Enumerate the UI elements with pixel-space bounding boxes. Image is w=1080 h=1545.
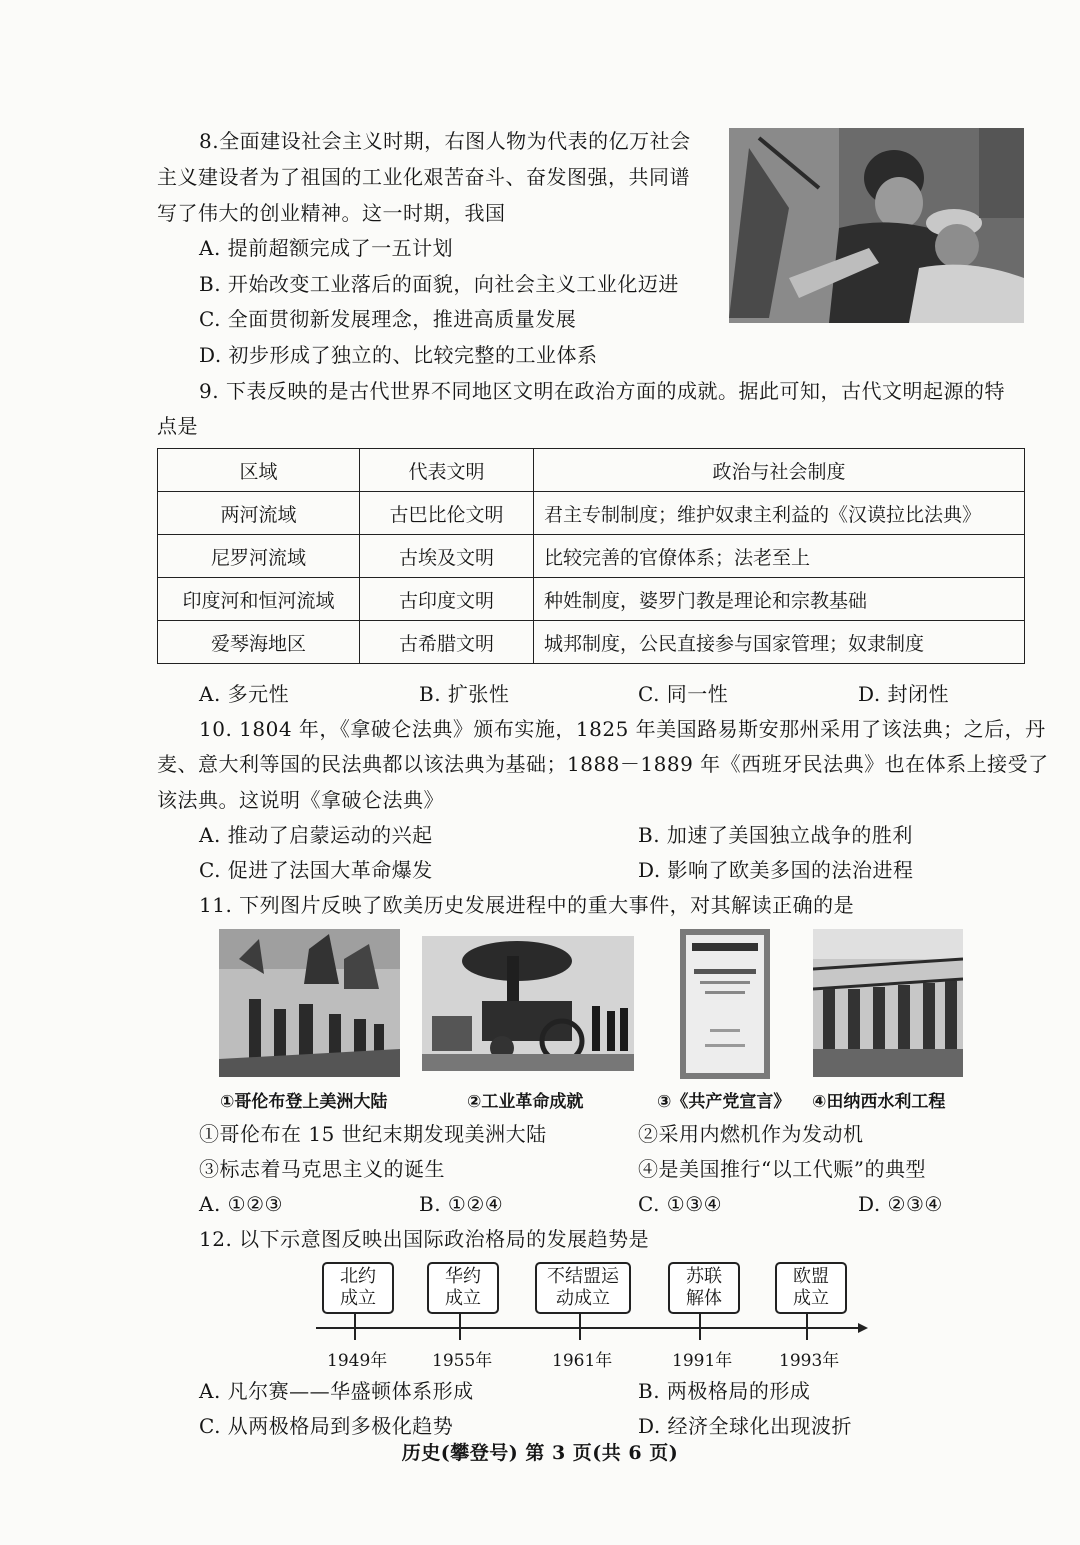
event-label: 华约	[445, 1266, 481, 1287]
timeline-event-eu	[775, 1262, 847, 1314]
q11-option-d: D. ②③④	[858, 1192, 943, 1216]
q10-stem-line2: 麦、意大利等国的民法典都以该法典为基础；1888－1889 年《西班牙民法典》也在体系上接受了	[157, 752, 1049, 776]
cell-system: 种姓制度，婆罗门教是理论和宗教基础	[534, 578, 1025, 621]
q10-stem-line3: 该法典。这说明《拿破仑法典》	[157, 788, 444, 812]
steam-locomotive-photo	[422, 936, 634, 1071]
event-label: 成立	[793, 1288, 829, 1309]
tva-dam-photo	[813, 929, 963, 1077]
timeline-year: 1993年	[779, 1351, 840, 1371]
q12-option-a: A. 凡尔赛——华盛顿体系形成	[199, 1379, 474, 1403]
q8-option-a: A. 提前超额完成了一五计划	[199, 236, 454, 260]
q11-statement-3: ③标志着马克思主义的诞生	[199, 1157, 445, 1181]
q9-option-a: A. 多元性	[199, 682, 290, 706]
q9-option-b: B. 扩张性	[419, 682, 510, 706]
cell-region: 尼罗河流域	[158, 535, 360, 578]
timeline-year: 1961年	[552, 1351, 613, 1371]
timeline-year: 1955年	[432, 1351, 493, 1371]
caption-3: ③《共产党宣言》	[657, 1092, 791, 1112]
header-system: 政治与社会制度	[534, 449, 1025, 492]
cell-region: 两河流域	[158, 492, 360, 535]
communist-manifesto-cover	[680, 929, 770, 1079]
timeline-event-ussr-dissolution	[668, 1262, 740, 1314]
event-label: 动成立	[556, 1288, 610, 1309]
caption-4: ④田纳西水利工程	[812, 1092, 946, 1112]
table-row	[158, 535, 1025, 578]
caption-1: ①哥伦布登上美洲大陆	[220, 1092, 388, 1112]
q10-option-b: B. 加速了美国独立战争的胜利	[638, 823, 913, 847]
q11-statement-2: ②采用内燃机作为发动机	[638, 1122, 864, 1146]
q11-statement-4: ④是美国推行“以工代赈”的典型	[638, 1157, 926, 1181]
q10-option-a: A. 推动了启蒙运动的兴起	[199, 823, 433, 847]
cell-civilization: 古埃及文明	[360, 535, 534, 578]
q8-workers-photo	[729, 128, 1024, 323]
q11-option-b: B. ①②④	[419, 1192, 504, 1216]
cell-civilization: 古印度文明	[360, 578, 534, 621]
q8-stem-line3: 写了伟大的创业精神。这一时期，我国	[157, 201, 506, 225]
q11-option-a: A. ①②③	[199, 1192, 283, 1216]
q8-option-b: B. 开始改变工业落后的面貌，向社会主义工业化迈进	[199, 272, 679, 296]
q9-option-d: D. 封闭性	[858, 682, 950, 706]
q12-option-d: D. 经济全球化出现波折	[638, 1414, 853, 1438]
q9-stem-line2: 点是	[157, 414, 198, 438]
cell-system: 君主专制制度；维护奴隶主利益的《汉谟拉比法典》	[534, 492, 1025, 535]
header-region: 区域	[158, 449, 360, 492]
q11-stem: 11. 下列图片反映了欧美历史发展进程中的重大事件，对其解读正确的是	[199, 893, 855, 917]
table-header-row	[158, 449, 1025, 492]
table-row	[158, 578, 1025, 621]
q10-stem-line1: 10. 1804 年，《拿破仑法典》颁布实施，1825 年美国路易斯安那州采用了该法典；之后，丹	[199, 717, 1046, 741]
timeline-year: 1991年	[672, 1351, 733, 1371]
q12-stem: 12. 以下示意图反映出国际政治格局的发展趋势是	[199, 1227, 650, 1251]
q10-option-d: D. 影响了欧美多国的法治进程	[638, 858, 914, 882]
event-label: 成立	[340, 1288, 376, 1309]
header-civilization: 代表文明	[360, 449, 534, 492]
cell-region: 爱琴海地区	[158, 621, 360, 664]
q8-option-c: C. 全面贯彻新发展理念，推进高质量发展	[199, 307, 577, 331]
cell-civilization: 古巴比伦文明	[360, 492, 534, 535]
q12-option-c: C. 从两极格局到多极化趋势	[199, 1414, 454, 1438]
event-label: 北约	[340, 1266, 376, 1287]
q10-option-c: C. 促进了法国大革命爆发	[199, 858, 433, 882]
q11-statement-1: ①哥伦布在 15 世纪末期发现美洲大陆	[199, 1122, 547, 1146]
timeline-year: 1949年	[327, 1351, 388, 1371]
q8-stem-line2: 主义建设者为了祖国的工业化艰苦奋斗、奋发图强，共同谱	[157, 165, 690, 189]
q9-stem-line1: 9. 下表反映的是古代世界不同地区文明在政治方面的成就。据此可知，古代文明起源的特	[199, 379, 1005, 403]
table-row	[158, 621, 1025, 664]
q11-option-c: C. ①③④	[638, 1192, 723, 1216]
columbus-landing-engraving	[219, 929, 400, 1077]
event-label: 苏联	[686, 1266, 722, 1287]
timeline-event-warsaw-pact	[427, 1262, 499, 1314]
q8-option-d: D. 初步形成了独立的、比较完整的工业体系	[199, 343, 598, 367]
table-row	[158, 492, 1025, 535]
civilization-table	[157, 448, 1025, 664]
cell-civilization: 古希腊文明	[360, 621, 534, 664]
timeline-event-non-aligned	[535, 1262, 631, 1314]
page-footer: 历史(攀登号) 第 3 页(共 6 页)	[401, 1442, 679, 1464]
event-label: 解体	[686, 1288, 722, 1309]
timeline-event-nato	[322, 1262, 394, 1314]
event-label: 成立	[445, 1288, 481, 1309]
q12-option-b: B. 两极格局的形成	[638, 1379, 811, 1403]
q8-stem-line1: 8.全面建设社会主义时期，右图人物为代表的亿万社会	[199, 129, 691, 153]
q9-option-c: C. 同一性	[638, 682, 729, 706]
cell-system: 城邦制度，公民直接参与国家管理；奴隶制度	[534, 621, 1025, 664]
caption-2: ②工业革命成就	[467, 1092, 584, 1112]
event-label: 欧盟	[793, 1266, 829, 1287]
event-label: 不结盟运	[547, 1266, 619, 1287]
cell-region: 印度河和恒河流域	[158, 578, 360, 621]
cell-system: 比较完善的官僚体系；法老至上	[534, 535, 1025, 578]
